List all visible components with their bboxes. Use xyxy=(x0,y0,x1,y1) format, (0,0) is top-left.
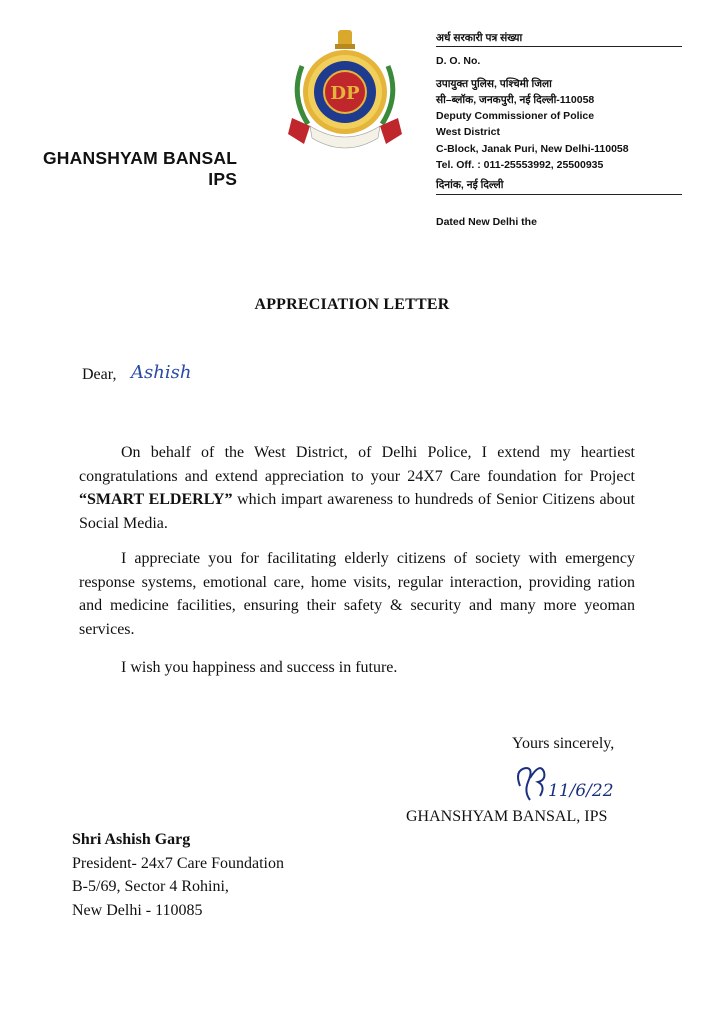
recipient-address-line-1: B-5/69, Sector 4 Rohini, xyxy=(72,878,229,895)
divider-line xyxy=(436,194,682,195)
letter-title: APPRECIATION LETTER xyxy=(254,296,450,313)
paragraph-1-text: On behalf of the West District, of Delhi Police, I extend my heartiest congratulations and extend appreciation to your 24X7 Care foundation for Project xyxy=(79,444,635,485)
signer-name: GHANSHYAM BANSAL, IPS xyxy=(406,808,608,825)
recipient-name: Shri Ashish Garg xyxy=(72,831,191,848)
letterhead-name xyxy=(43,148,237,190)
handwritten-signature xyxy=(510,756,630,810)
signature-date: 11/6/22 xyxy=(548,781,614,801)
hindi-do-label: अर्ध सरकारी पत्र संख्या xyxy=(436,32,523,44)
officer-designation: IPS xyxy=(208,169,238,189)
recipient-address xyxy=(72,828,284,922)
office-phone: Tel. Off. : 011-25553992, 25500935 xyxy=(436,159,604,172)
delhi-police-emblem-icon xyxy=(282,26,408,154)
officer-name: GHANSHYAM BANSAL xyxy=(43,148,238,168)
do-number-label: D. O. No. xyxy=(436,55,481,68)
paragraph-2-text: I appreciate you for facilitating elderly citizens of society with emergency response systems, emotional care, home visits, regular interaction, providing ration and medicine facilities, ensuring their safety & security and many more yeoman services. xyxy=(79,550,635,638)
handwritten-addressee: Ashish xyxy=(131,362,192,383)
hindi-date-label: दिनांक, नई दिल्ली xyxy=(436,179,504,192)
office-district: West District xyxy=(436,126,500,139)
paragraph-3 xyxy=(79,656,635,680)
hindi-office-title: उपायुक्त पुलिस, पश्चिमी जिला xyxy=(436,77,552,90)
office-details xyxy=(436,30,682,195)
svg-text:DP: DP xyxy=(330,83,360,104)
salutation: Dear, xyxy=(82,366,117,383)
project-name: “SMART ELDERLY” xyxy=(79,491,233,508)
dated-label: Dated New Delhi the xyxy=(436,216,537,228)
recipient-position: President- 24x7 Care Foundation xyxy=(72,854,284,872)
office-title: Deputy Commissioner of Police xyxy=(436,110,595,123)
closing: Yours sincerely, xyxy=(512,735,615,752)
office-address: C-Block, Janak Puri, New Delhi-110058 xyxy=(436,142,629,155)
paragraph-3-text: I wish you happiness and success in future. xyxy=(121,659,398,676)
divider-line xyxy=(436,46,682,47)
paragraph-1 xyxy=(79,441,635,535)
recipient-address-line-2: New Delhi - 110085 xyxy=(72,901,203,919)
paragraph-1-text-end: which impart awareness to hundreds of Senior Citizens about Social Media. xyxy=(79,491,636,532)
hindi-office-address: सी–ब्लॉक, जनकपुरी, नई दिल्ली-110058 xyxy=(436,93,595,106)
paragraph-2 xyxy=(79,547,635,641)
